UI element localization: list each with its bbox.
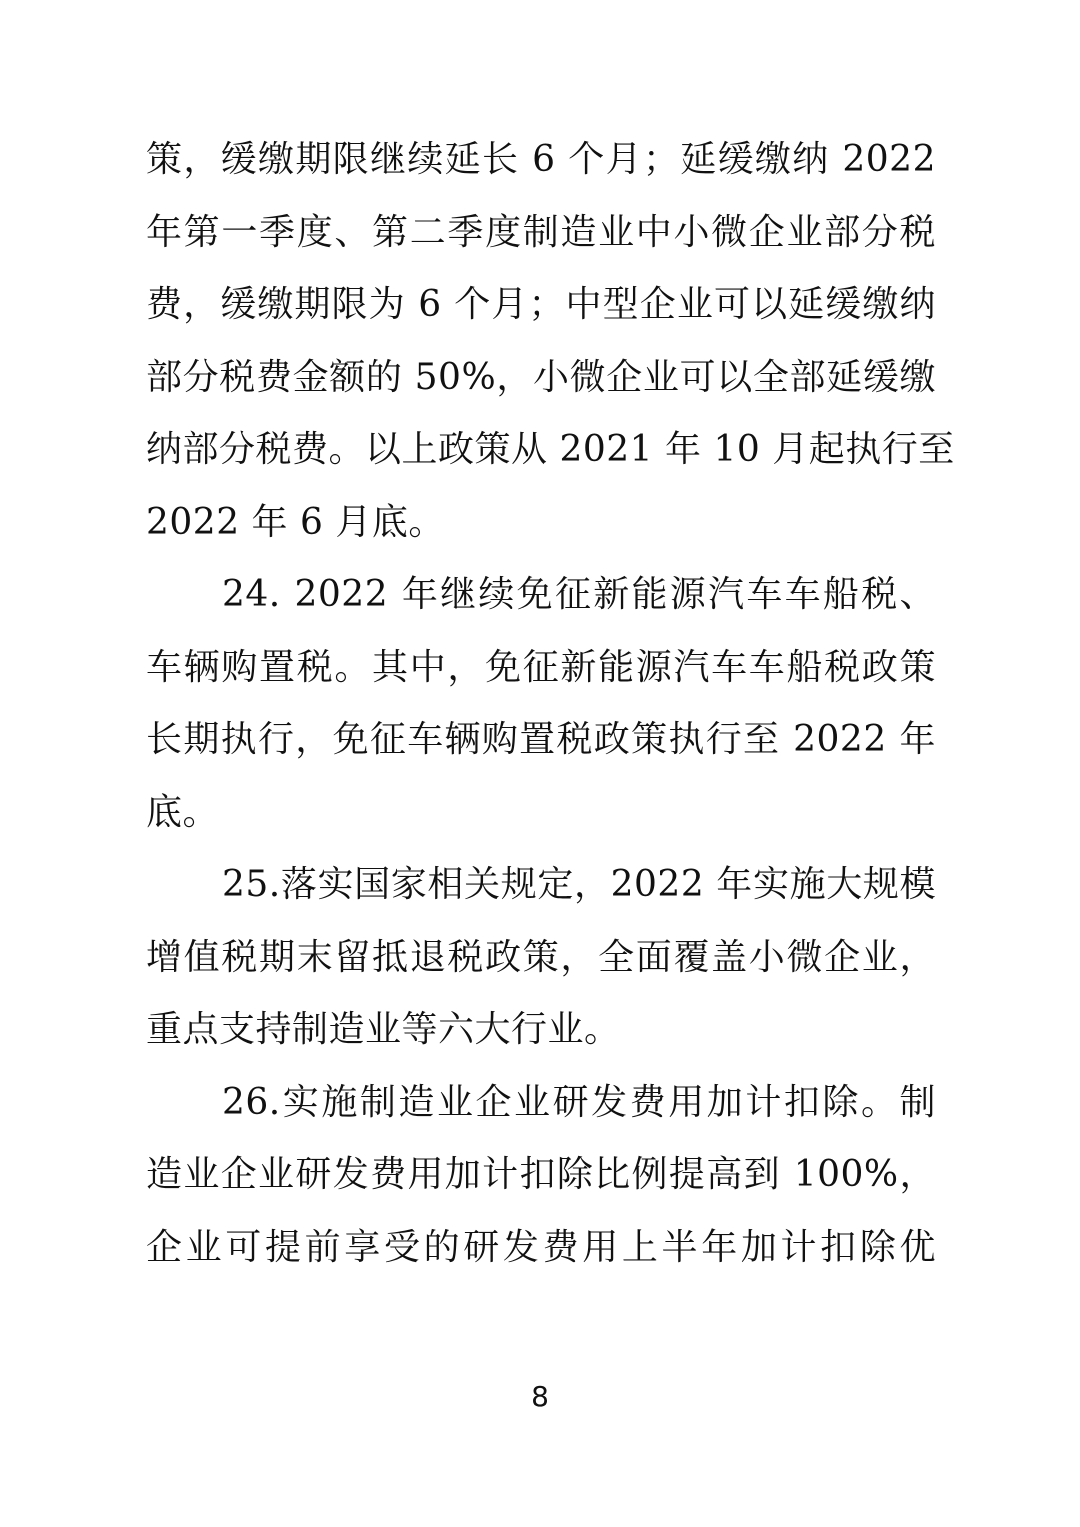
text-line: 纳部分税费。以上政策从 2021 年 10 月起执行至 <box>146 429 955 470</box>
paragraph-end-line: 重点支持制造业等六大行业。 <box>146 1009 621 1050</box>
page-number: 8 <box>531 1380 549 1413</box>
text-line: 企业可提前享受的研发费用上半年加计扣除优 <box>146 1226 936 1268</box>
text-line: 策，缓缴期限继续延长 6 个月；延缓缴纳 2022 <box>146 139 936 180</box>
text-line: 造业企业研发费用加计扣除比例提高到 100%， <box>146 1154 936 1195</box>
text-line: 增值税期末留抵退税政策，全面覆盖小微企业， <box>146 936 936 978</box>
paragraph-25-first-line: 25.落实国家相关规定，2022 年实施大规模 <box>222 864 936 905</box>
text-line: 费，缓缴期限为 6 个月；中型企业可以延缓缴纳 <box>146 284 936 325</box>
paragraph-end-line: 底。 <box>146 791 220 833</box>
paragraph-24-first-line: 24. 2022 年继续免征新能源汽车车船税、 <box>222 574 936 615</box>
paragraph-end-line: 2022 年 6 月底。 <box>146 501 445 543</box>
text-line: 车辆购置税。其中，免征新能源汽车车船税政策 <box>146 646 936 688</box>
text-line: 部分税费金额的 50%，小微企业可以全部延缓缴 <box>146 356 936 398</box>
paragraph-26-first-line: 26.实施制造业企业研发费用加计扣除。制 <box>222 1081 936 1123</box>
text-line: 年第一季度、第二季度制造业中小微企业部分税 <box>146 211 936 253</box>
body-text <box>146 124 955 1284</box>
text-line: 长期执行，免征车辆购置税政策执行至 2022 年 <box>146 719 936 760</box>
